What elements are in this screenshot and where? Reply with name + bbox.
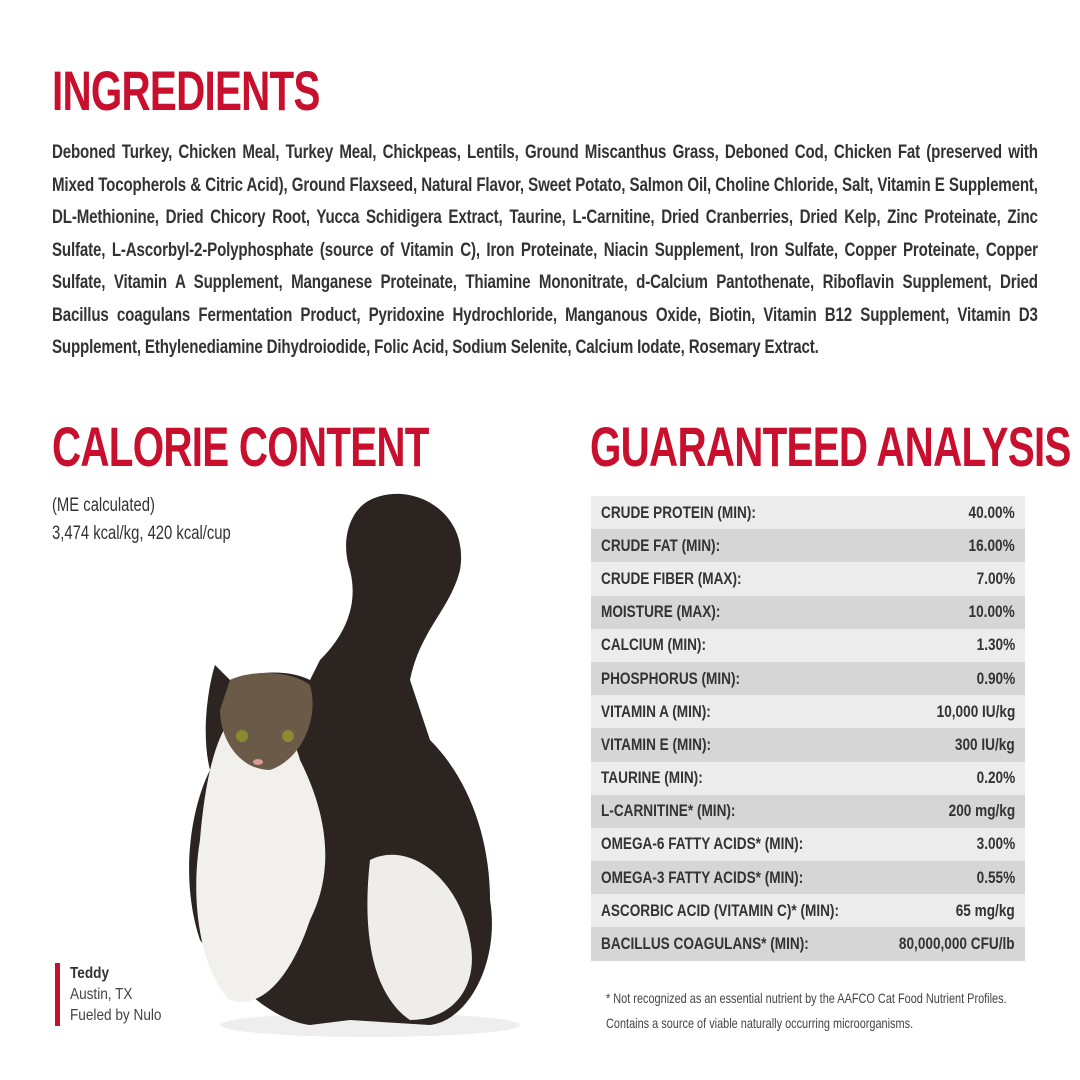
nutrient-label: MOISTURE (MAX):: [601, 602, 721, 622]
ingredients-list: Deboned Turkey, Chicken Meal, Turkey Meal, Chickpeas, Lentils, Ground Miscanthus Grass, Deboned Cod, Chicken Fat (preserved with Mixed Tocopherols & Citric Acid), Ground Flaxseed, Natural Flavor, Sweet Potato, Salmon Oil, Choline Chloride, Salt, Vitamin E Supplement, DL-Methionine, Dried Chicory Root, Yucca Schidigera Extract, Taurine, L-Carnitine, Dried Cranberries, Dried Kelp, Zinc Proteinate, Zinc Sulfate, L-Ascorbyl-2-Polyphosphate (source of Vitamin C), Iron Proteinate, Niacin Supplement, Iron Sulfate, Copper Proteinate, Copper Sulfate, Vitamin A Supplement, Manganese Proteinate, Thiamine Mononitrate, d-Calcium Pantothenate, Riboflavin Supplement, Dried Bacillus coagulans Fermentation Product, Pyridoxine Hydrochloride, Manganous Oxide, Biotin, Vitamin B12 Supplement, Vitamin D3 Supplement, Ethylenediamine Dihydroiodide, Folic Acid, Sodium Selenite, Calcium Iodate, Rosemary Extract.: [52, 142, 1038, 358]
table-row: [591, 629, 1025, 662]
table-row: [591, 828, 1025, 861]
cat-name: Teddy: [70, 965, 110, 982]
table-row: [591, 529, 1025, 562]
analysis-heading: GUARANTEED ANALYSIS: [590, 415, 1071, 478]
calorie-heading: CALORIE CONTENT: [52, 415, 429, 478]
nutrient-label: PHOSPHORUS (MIN):: [601, 668, 741, 688]
nutrient-label: CRUDE FAT (MIN):: [601, 535, 721, 555]
table-row: [591, 861, 1025, 894]
nutrient-label: L-CARNITINE* (MIN):: [601, 801, 736, 821]
nutrient-value: 0.55%: [976, 867, 1015, 887]
calorie-method: (ME calculated): [52, 495, 155, 516]
table-row: [591, 662, 1025, 695]
nutrient-label: CALCIUM (MIN):: [601, 635, 706, 655]
nutrient-value: 10,000 IU/kg: [936, 701, 1015, 721]
table-row: [591, 695, 1025, 728]
nutrient-label: VITAMIN E (MIN):: [601, 734, 712, 754]
table-row: [591, 562, 1025, 595]
nutrient-label: BACILLUS COAGULANS* (MIN):: [601, 934, 809, 954]
nutrient-label: CRUDE PROTEIN (MIN):: [601, 502, 756, 522]
footnote-aafco: * Not recognized as an essential nutrient by the AAFCO Cat Food Nutrient Profiles.: [606, 990, 1007, 1006]
table-row: [591, 596, 1025, 629]
nutrient-value: 40.00%: [968, 502, 1015, 522]
table-row: [591, 894, 1025, 927]
cat-photo: [170, 480, 550, 1040]
table-row: [591, 496, 1025, 529]
ingredients-heading: INGREDIENTS: [52, 59, 320, 122]
nutrient-label: VITAMIN A (MIN):: [601, 701, 711, 721]
nutrient-value: 80,000,000 CFU/lb: [899, 934, 1015, 954]
cat-caption: [55, 963, 178, 1026]
nutrient-value: 300 IU/kg: [955, 734, 1015, 754]
cat-tagline: Fueled by Nulo: [70, 1007, 162, 1024]
table-row: [591, 927, 1025, 960]
nutrient-value: 65 mg/kg: [956, 900, 1015, 920]
nutrient-label: TAURINE (MIN):: [601, 768, 703, 788]
nutrient-value: 10.00%: [968, 602, 1015, 622]
footnote-microorganisms: Contains a source of viable naturally occurring microorganisms.: [606, 1015, 914, 1031]
cat-location: Austin, TX: [70, 986, 133, 1003]
nutrient-value: 200 mg/kg: [948, 801, 1015, 821]
table-row: [591, 795, 1025, 828]
nutrient-value: 0.90%: [976, 668, 1015, 688]
nutrient-label: OMEGA-6 FATTY ACIDS* (MIN):: [601, 834, 804, 854]
calorie-values: 3,474 kcal/kg, 420 kcal/cup: [52, 523, 231, 544]
nutrient-value: 1.30%: [976, 635, 1015, 655]
nutrient-label: OMEGA-3 FATTY ACIDS* (MIN):: [601, 867, 804, 887]
table-row: [591, 762, 1025, 795]
table-row: [591, 728, 1025, 761]
nutrient-value: 16.00%: [968, 535, 1015, 555]
nutrient-label: CRUDE FIBER (MAX):: [601, 568, 742, 588]
nutrient-value: 0.20%: [976, 768, 1015, 788]
guaranteed-analysis-table: [591, 496, 1025, 961]
nutrient-label: ASCORBIC ACID (VITAMIN C)* (MIN):: [601, 900, 839, 920]
nutrient-value: 7.00%: [976, 568, 1015, 588]
nutrient-value: 3.00%: [976, 834, 1015, 854]
